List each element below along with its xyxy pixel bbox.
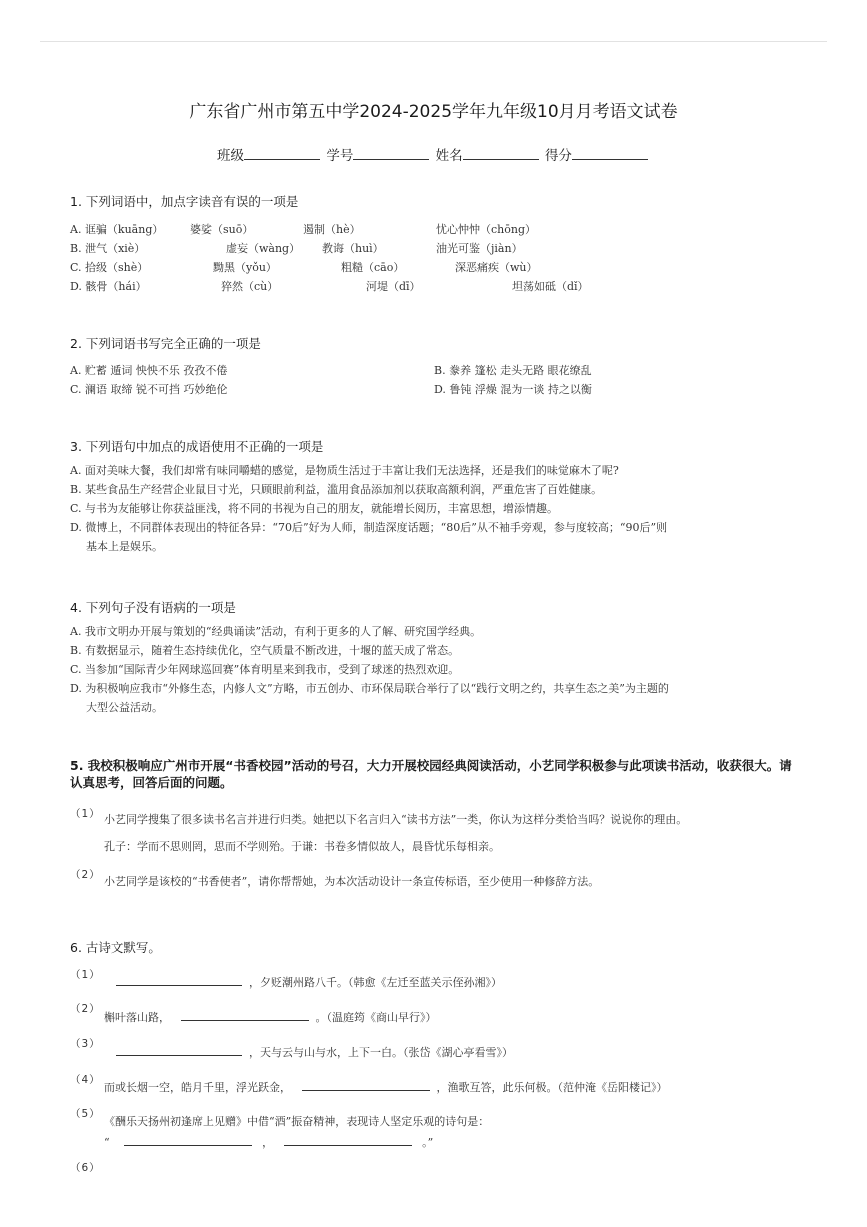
q6-sub2-text-after: 。（温庭筠《商山早行》） — [315, 1011, 437, 1024]
q1-header: 1. 下列词语中，加点字读音有误的一项是 — [70, 194, 299, 209]
q2-option-d: D. 鲁钝 浮燥 混为一谈 持之以衡 — [434, 383, 592, 396]
q3-option-b: B. 某些食品生产经营企业鼠目寸光，只顾眼前利益，滥用食品添加剂以获取高额利润，严重危害了百姓健康。 — [70, 483, 603, 496]
q6-sub5-close-quote: 。” — [422, 1136, 434, 1149]
q6-sub3-blank[interactable] — [116, 1043, 242, 1056]
q6-sub5-blanks — [104, 1133, 433, 1150]
q4-options — [70, 622, 790, 717]
q6-sub5-blank-2[interactable] — [284, 1133, 412, 1146]
q2-option-c: C. 澜语 取缔 锐不可挡 巧妙绝伦 — [70, 383, 228, 396]
q3-option-d-line2: 基本上是娱乐。 — [86, 540, 163, 553]
q6-sub2-blank[interactable] — [181, 1008, 309, 1021]
q6-sub5-text: 《酬乐天扬州初逢席上见赠》中借“酒”振奋精神，表现诗人坚定乐观的诗句是： — [104, 1115, 490, 1128]
q1-c-3: 粗糙（cāo） — [341, 261, 405, 274]
q6-sub4 — [104, 1078, 668, 1095]
q6-sub3-text: ，天与云与山与水，上下一白。（张岱《湖心亭看雪》） — [249, 1046, 513, 1059]
q1-b-1: B. 泄气（xiè） — [70, 242, 146, 255]
student-info-line — [0, 144, 867, 164]
class-blank[interactable] — [244, 147, 320, 160]
q1-a-2: 婆娑（suō） — [190, 223, 254, 236]
q6-sub2 — [104, 1008, 437, 1025]
q6-sub6-number: （6） — [70, 1162, 101, 1174]
q6-sub5-open-quote: “ — [104, 1136, 110, 1149]
name-blank[interactable] — [463, 147, 539, 160]
q3-option-c: C. 与书为友能够让你获益匪浅，将不同的书视为自己的朋友，就能增长阅历，丰富思想，增添情趣。 — [70, 502, 559, 515]
q1-c-2: 黝黑（yǒu） — [213, 261, 277, 274]
q5-sub1-text: 小艺同学搜集了很多读书名言并进行归类。她把以下名言归入“读书方法”一类，你认为这样分类恰当吗？说说你的理由。 — [104, 813, 688, 826]
q5-sub2-text: 小艺同学是该校的“书香使者”，请你帮帮她，为本次活动设计一条宣传标语，至少使用一种修辞方法。 — [104, 875, 600, 888]
q1-b-2: 虚妄（wàng） — [226, 242, 301, 255]
q1-b-3: 教诲（huì） — [322, 242, 384, 255]
name-label: 姓名 — [435, 148, 463, 164]
q1-b-4: 油光可鉴（jiàn） — [436, 242, 523, 255]
q1-d-2: 猝然（cù） — [221, 280, 279, 293]
q2-option-b: B. 豢养 篷松 走头无路 眼花缭乱 — [434, 364, 592, 377]
q1-d-4: 坦荡如砥（dǐ） — [512, 280, 589, 293]
q1-c-1: C. 拾级（shè） — [70, 261, 149, 274]
score-label: 得分 — [544, 148, 572, 164]
q4-option-a: A. 我市文明办开展与策划的“经典诵读”活动，有利于更多的人了解、研究国学经典。 — [70, 625, 482, 638]
q5-sub1-number: （1） — [70, 808, 101, 820]
q4-option-d-line2: 大型公益活动。 — [86, 701, 163, 714]
q6-sub3 — [116, 1043, 513, 1060]
q6-sub5-blank-1[interactable] — [124, 1133, 252, 1146]
score-blank[interactable] — [572, 147, 648, 160]
q3-header: 3. 下列语句中加点的成语使用不正确的一项是 — [70, 439, 324, 454]
q2-header: 2. 下列词语书写完全正确的一项是 — [70, 336, 261, 351]
top-divider — [40, 41, 827, 42]
q1-a-3: 遏制（hè） — [303, 223, 361, 236]
q6-sub2-text-before: 槲叶落山路， — [104, 1011, 170, 1024]
q6-sub1-blank[interactable] — [116, 973, 242, 986]
q3-options — [70, 461, 790, 556]
q4-option-c: C. 当参加“国际青少年网球巡回赛”体育明星来到我市，受到了球迷的热烈欢迎。 — [70, 663, 460, 676]
q6-sub4-blank[interactable] — [302, 1078, 430, 1091]
q6-sub1 — [116, 973, 502, 990]
q6-sub5-number: （5） — [70, 1108, 101, 1120]
q6-sub4-number: （4） — [70, 1074, 101, 1086]
q3-option-a: A. 面对美味大餐，我们却常有味同嚼蜡的感觉，是物质生活过于丰富让我们无法选择，还是我们的味觉麻木了呢? — [70, 464, 619, 477]
q6-sub1-text: ，夕贬潮州路八千。（韩愈《左迁至蓝关示侄孙湘》） — [249, 976, 502, 989]
class-label: 班级 — [217, 148, 245, 164]
q1-a-4: 忧心忡忡（chōng） — [436, 223, 536, 236]
id-blank[interactable] — [353, 147, 429, 160]
q6-sub3-number: （3） — [70, 1038, 101, 1050]
q6-sub5-comma: ， — [262, 1136, 274, 1149]
q4-option-d-line1: D. 为积极响应我市“外修生态，内修人文”方略，市五创办、市环保局联合举行了以“践行文明之约，共享生态之美”为主题的 — [70, 682, 669, 695]
q6-sub4-text-before: 而或长烟一空，皓月千里，浮光跃金， — [104, 1081, 291, 1094]
q1-d-3: 河堤（dī） — [366, 280, 421, 293]
q2-option-a: A. 贮蓄 遁词 怏怏不乐 孜孜不倦 — [70, 364, 228, 377]
q4-header: 4. 下列句子没有语病的一项是 — [70, 600, 236, 615]
q1-a-1: A. 诓骗（kuāng） — [70, 223, 164, 236]
page-title: 广东省广州市第五中学2024-2025学年九年级10月月考语文试卷 — [189, 102, 678, 122]
q6-header: 6. 古诗文默写。 — [70, 940, 161, 955]
id-label: 学号 — [326, 148, 354, 164]
q4-option-b: B. 有数据显示，随着生态持续优化，空气质量不断改进，十堰的蓝天成了常态。 — [70, 644, 460, 657]
q1-c-4: 深恶痛疾（wù） — [455, 261, 538, 274]
q5-header: 5. 我校积极响应广州市开展“书香校园”活动的号召，大力开展校园经典阅读活动，小艺同学积极参与此项读书活动，收获很大。请认真思考，回答后面的问题。 — [70, 758, 792, 790]
q1-d-1: D. 骸骨（hái） — [70, 280, 147, 293]
q3-option-d-line1: D. 微博上，不同群体表现出的特征各异：“70后”好为人师，制造深度话题；“80后”从不袖手旁观，参与度较高；“90后”则 — [70, 521, 668, 534]
q6-sub4-text-after: ，渔歌互答，此乐何极。（范仲淹《岳阳楼记》） — [436, 1081, 668, 1094]
q5-sub2-number: （2） — [70, 869, 101, 881]
q6-sub2-number: （2） — [70, 1003, 101, 1015]
q5-sub1-quotes: 孔子：学而不思则罔，思而不学则殆。于谦：书卷多情似故人，晨昏忧乐每相亲。 — [104, 840, 500, 853]
q6-sub1-number: （1） — [70, 969, 101, 981]
